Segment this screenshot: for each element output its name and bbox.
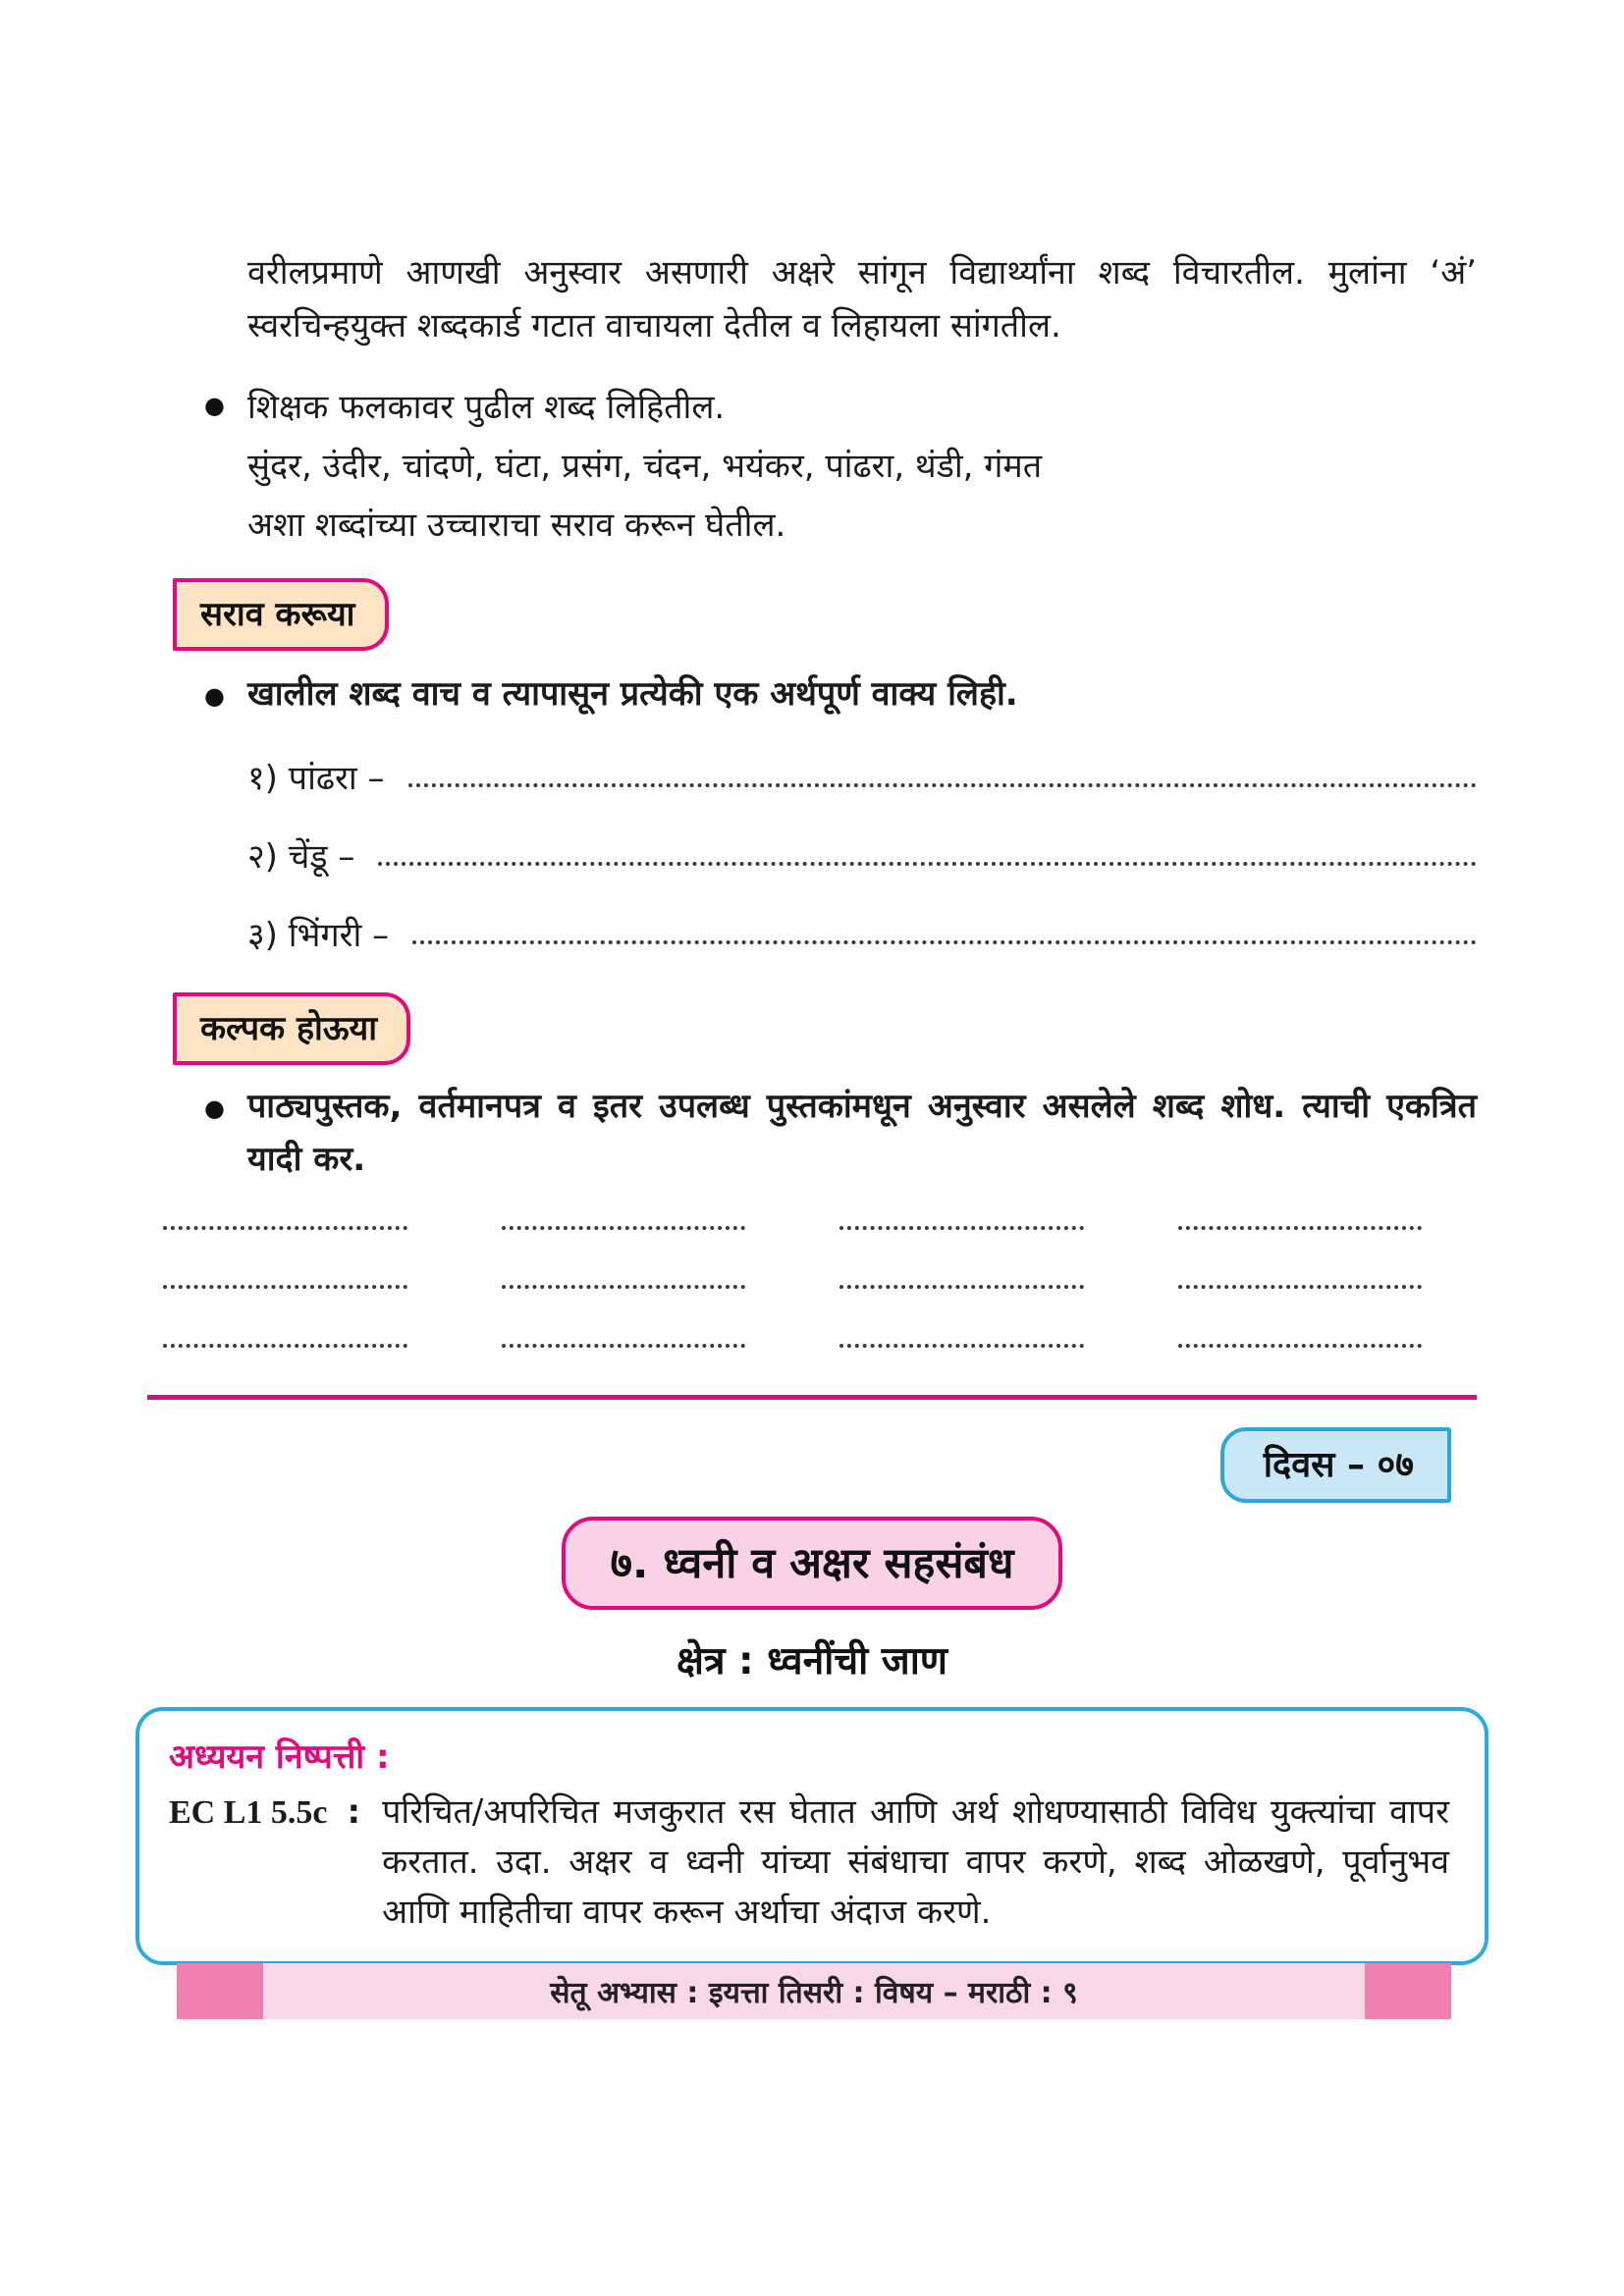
practice-section-heading: सराव करूया (173, 578, 389, 651)
board-activity-line3: अशा शब्दांच्या उच्चाराचा सराव करून घेतील. (247, 506, 786, 546)
word-blank-line (1178, 1212, 1423, 1230)
word-blank-line (163, 1330, 407, 1348)
word-blank-line (839, 1330, 1084, 1348)
outcome-code: EC L1 5.5c (169, 1793, 328, 1831)
learning-outcome-box (135, 1707, 1489, 1965)
board-activity-body (247, 378, 1477, 555)
word-blank-line (163, 1212, 407, 1230)
day-badge-row (147, 1427, 1477, 1503)
bullet-icon: ● (204, 1095, 225, 1123)
word-blank-line (839, 1212, 1084, 1230)
bullet-icon: ● (204, 682, 225, 711)
footer-left-block (177, 1963, 263, 2019)
lesson-title-row (147, 1517, 1477, 1610)
answer-label: ३) भिंगरी – (247, 916, 390, 956)
board-activity-line1: शिक्षक फलकावर पुढील शब्द लिहितील. (247, 388, 726, 428)
word-list-blank-row (163, 1330, 1422, 1363)
learning-outcome-heading: अध्ययन निष्पत्ती : (169, 1736, 390, 1777)
creative-instruction: पाठ्यपुस्तक, वर्तमानपत्र व इतर उपलब्ध पुस्तकांमधून अनुस्वार असलेले शब्द शोध. त्याची एकत्रित यादी कर. (247, 1087, 1477, 1180)
answer-row (247, 908, 1477, 959)
word-blank-line (502, 1212, 746, 1230)
answer-row (247, 829, 1477, 881)
answer-row (247, 751, 1477, 802)
answer-blank-line (408, 766, 1477, 787)
intro-paragraph: वरीलप्रमाणे आणखी अनुस्वार असणारी अक्षरे सांगून विद्यार्थ्यांना शब्द विचारतील. मुलांना ‘अं’ स्वरचिन्हयुक्त शब्दकार्ड गटात वाचायला देतील व लिहायला सांगतील. (247, 253, 1477, 346)
footer-right-block (1365, 1963, 1451, 2019)
board-activity-item (204, 378, 1477, 555)
learning-outcome-row (169, 1788, 1449, 1938)
bullet-icon: ● (204, 392, 225, 420)
outcome-description: परिचित/अपरिचित मजकुरात रस घेतात आणि अर्थ शोधण्यासाठी विविध युक्त्यांचा वापर करतात. उदा. अक्षर व ध्वनी यांच्या संबंधाचा वापर करणे, शब्द ओळखणे, पूर्वानुभव आणि माहितीचा वापर करून अर्थाचा अंदाज करणे. (382, 1791, 1449, 1932)
section-divider (147, 1395, 1477, 1400)
word-blank-line (839, 1271, 1084, 1289)
footer-text: सेतू अभ्यास : इयत्ता तिसरी : विषय – मराठी : ९ (263, 1963, 1365, 2019)
lesson-subtitle: क्षेत्र : ध्वनींची जाण (676, 1638, 948, 1683)
page-footer (177, 1963, 1451, 2019)
practice-instruction: खालील शब्द वाच व त्यापासून प्रत्येकी एक अर्थपूर्ण वाक्य लिही. (247, 674, 1018, 715)
word-blank-line (502, 1271, 746, 1289)
answer-blank-line (412, 923, 1477, 944)
outcome-separator: : (347, 1791, 361, 1832)
word-blank-line (1178, 1271, 1423, 1289)
answer-label: २) चेंडू – (247, 837, 355, 878)
word-blank-line (163, 1271, 407, 1289)
practice-instruction-item (204, 668, 1477, 723)
creative-section-heading: कल्पक होऊया (173, 992, 410, 1065)
creative-instruction-item (204, 1081, 1477, 1186)
lesson-title: ७. ध्वनी व अक्षर सहसंबंध (562, 1517, 1063, 1610)
word-list-blank-row (163, 1271, 1422, 1305)
day-badge: दिवस – ०७ (1220, 1427, 1451, 1503)
answer-blank-line (378, 844, 1477, 866)
board-activity-words: सुंदर, उंदीर, चांदणे, घंटा, प्रसंग, चंदन, भयंकर, पांढरा, थंडी, गंमत (247, 447, 1043, 487)
answer-label: १) पांढरा – (247, 759, 385, 799)
word-list-blank-row (163, 1212, 1422, 1246)
word-blank-line (502, 1330, 746, 1348)
word-blank-line (1178, 1330, 1423, 1348)
